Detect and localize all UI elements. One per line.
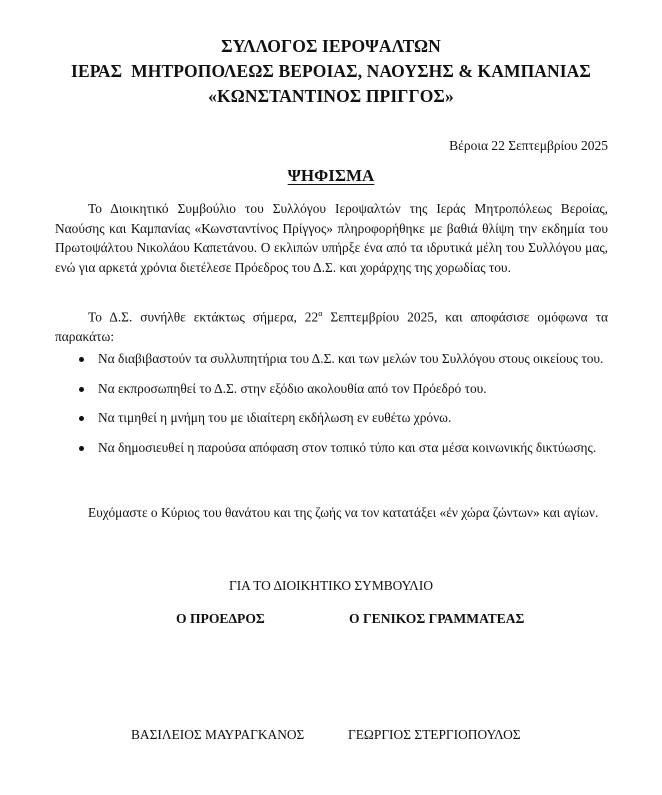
decision-text: Να τιμηθεί η μνήμη του με ιδιαίτερη εκδήλωση εν ευθέτω χρόνω. bbox=[98, 410, 452, 425]
decision-text: Να δημοσιευθεί η παρούσα απόφαση στον τοπικό τύπο και στα μέσα κοινωνικής δικτύωσης. bbox=[98, 439, 597, 455]
bullet-icon bbox=[79, 446, 84, 451]
document-title: ΨΗΦΙΣΜΑ bbox=[287, 166, 375, 185]
closing-paragraph bbox=[55, 503, 608, 523]
decision-item bbox=[55, 349, 608, 369]
bullet-icon bbox=[79, 416, 84, 421]
bullet-icon bbox=[79, 357, 84, 362]
letterhead-association-name: ΣΥΛΛΟΓΟΣ ΙΕΡΟΨΑΛΤΩΝ bbox=[221, 36, 441, 56]
bullet-icon bbox=[79, 387, 84, 392]
ordinal-superscript: α bbox=[318, 309, 323, 318]
decision-text: Να εκπροσωπηθεί το Δ.Σ. στην εξόδιο ακολουθία από τον Πρόεδρό του. bbox=[98, 380, 487, 396]
decision-item bbox=[55, 408, 608, 428]
intro-paragraph bbox=[55, 199, 608, 277]
meeting-text-end: Σεπτεμβρίου 2025, και αποφάσισε ομόφωνα τα παρακάτω: bbox=[55, 309, 608, 344]
letterhead-namesake: «ΚΩΝΣΤΑΝΤΙΝΟΣ ΠΡΙΓΓΟΣ» bbox=[208, 86, 454, 106]
closing-text: Ευχόμαστε ο Κύριος του θανάτου και της ζωής να τον κατατάξει «ἐν χώρα ζώντων» και αγίων. bbox=[88, 505, 599, 520]
decision-text: Να διαβιβαστούν τα συλλυπητήρια του Δ.Σ. και των μελών του Συλλόγου στους οικείους του. bbox=[98, 351, 604, 366]
decision-item bbox=[55, 438, 608, 458]
decisions-list bbox=[55, 349, 608, 467]
letterhead bbox=[0, 34, 662, 109]
president-name: ΒΑΣΙΛΕΙΟΣ ΜΑΥΡΑΓΚΑΝΟΣ bbox=[131, 727, 305, 742]
document-date: Βέροια 22 Σεπτεμβρίου 2025 bbox=[449, 138, 608, 153]
council-signature-heading: ΓΙΑ ΤΟ ΔΙΟΙΚΗΤΙΚΟ ΣΥΜΒΟΥΛΙΟ bbox=[228, 578, 433, 593]
intro-text: Το Διοικητικό Συμβούλιο του Συλλόγου Ιεροψαλτών της Ιεράς Μητροπόλεως Βεροίας, Ναούσης και Καμπανίας «Κωνσταντίνος Πρίγγος» πληροφορήθηκε με βαθιά θλίψη την εκδημία του Πρωτοψάλτου Νικολάου Καπετάνου. Ο εκλιπών υπήρξε ένα από τα ιδρυτικά μέλη του Συλλόγου μας, ενώ για αρκετά χρόνια διετέλεσε Πρόεδρος του Δ.Σ. και χοράρχης της χορωδίας του. bbox=[55, 201, 608, 275]
meeting-text-start: Το Δ.Σ. συνήλθε εκτάκτως σήμερα, 22 bbox=[88, 309, 319, 325]
secretary-role: Ο ΓΕΝΙΚΟΣ ΓΡΑΜΜΑΤΕΑΣ bbox=[349, 611, 525, 626]
meeting-paragraph bbox=[55, 304, 608, 346]
decision-item bbox=[55, 379, 608, 399]
president-role: Ο ΠΡΟΕΔΡΟΣ bbox=[176, 611, 265, 626]
letterhead-metropolis: ΙΕΡΑΣ ΜΗΤΡΟΠΟΛΕΩΣ ΒΕΡΟΙΑΣ, ΝΑΟΥΣΗΣ & ΚΑΜΠΑΝΙΑΣ bbox=[71, 61, 591, 81]
secretary-name: ΓΕΩΡΓΙΟΣ ΣΤΕΡΓΙΟΠΟΥΛΟΣ bbox=[348, 727, 521, 742]
